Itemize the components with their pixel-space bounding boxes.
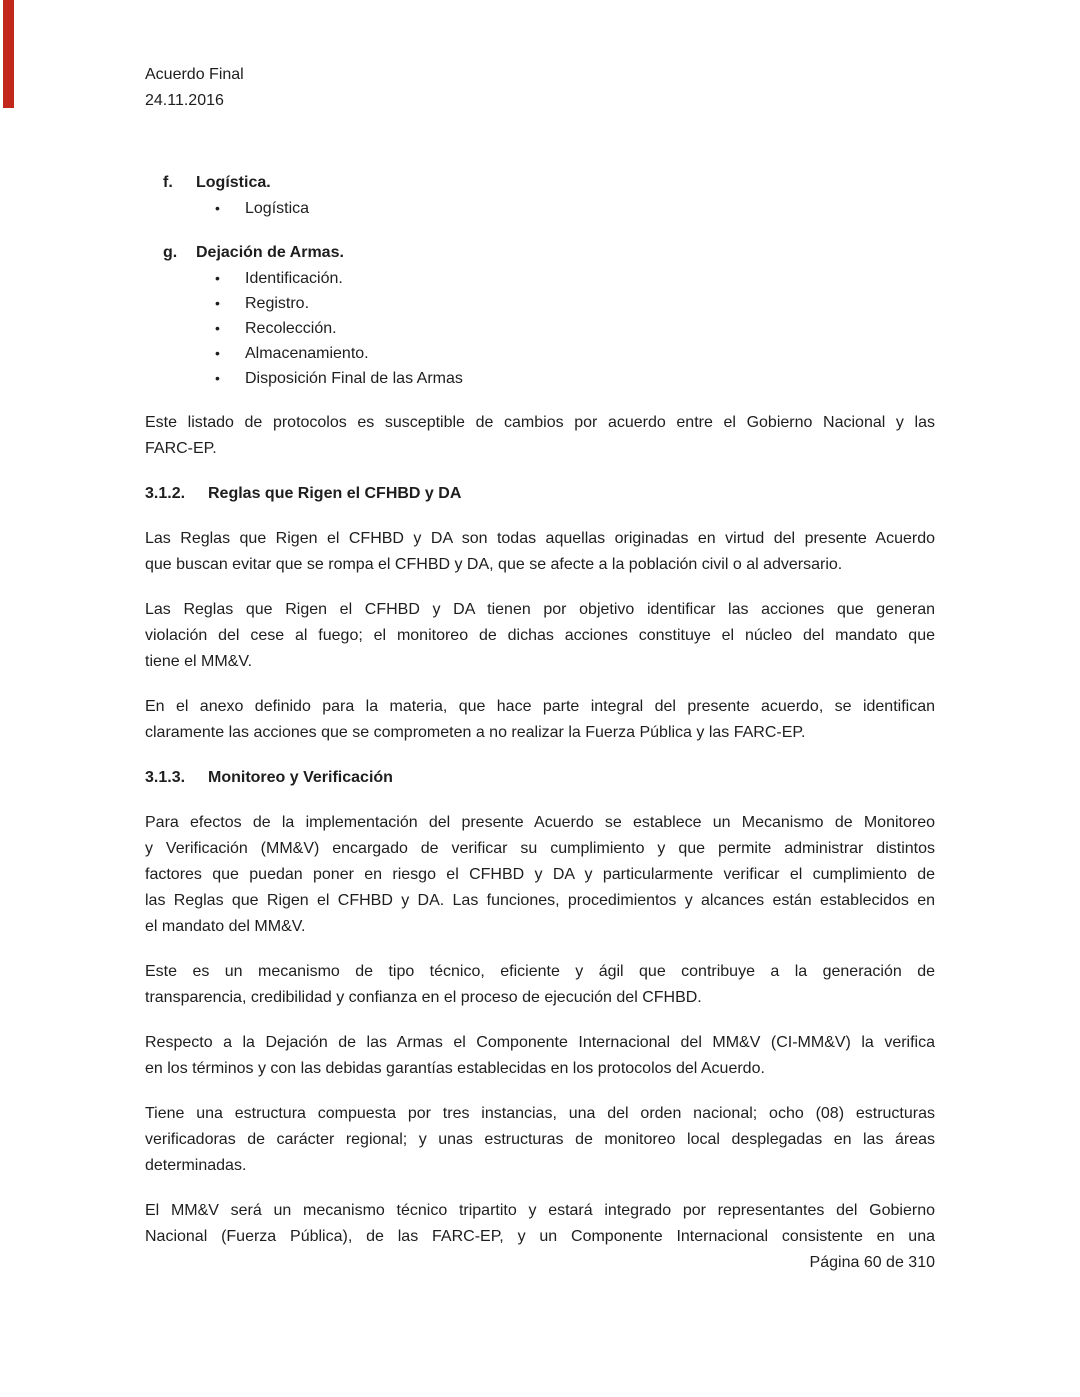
paragraph-line: que buscan evitar que se rompa el CFHBD y DA, que se afecte a la población civil o al adversario. <box>145 556 843 573</box>
paragraph-line: verificadoras de carácter regional; y unas estructuras de monitoreo local desplegadas en las áreas <box>145 1131 935 1148</box>
outline-block <box>145 170 935 221</box>
bullet-icon: • <box>215 370 220 386</box>
outline-heading <box>145 170 935 196</box>
paragraph <box>145 810 935 940</box>
bullet-item <box>145 196 935 221</box>
outline-block <box>145 240 935 391</box>
bullet-label: Identificación. <box>245 270 343 287</box>
bullet-icon: • <box>215 270 220 286</box>
paragraph <box>145 959 935 1011</box>
paragraph-line: y Verificación (MM&V) encargado de verificar su cumplimiento y que permite administrar distintos <box>145 840 935 857</box>
bullet-label: Logística <box>245 200 310 217</box>
outline-marker: g. <box>163 244 178 261</box>
paragraph-line: Este listado de protocolos es susceptible de cambios por acuerdo entre el Gobierno Nacional y las <box>145 414 935 431</box>
bullet-label: Registro. <box>245 295 310 312</box>
bullet-icon: • <box>215 200 220 216</box>
paragraph-line: Este es un mecanismo de tipo técnico, eficiente y ágil que contribuye a la generación de <box>145 963 935 980</box>
bullet-icon: • <box>215 295 220 311</box>
outline-title: Dejación de Armas. <box>196 244 344 261</box>
bullet-label: Almacenamiento. <box>245 345 369 362</box>
paragraph-line: FARC-EP. <box>145 440 217 457</box>
outline-heading <box>145 240 935 266</box>
bullet-item <box>145 341 935 366</box>
section-title: Monitoreo y Verificación <box>208 769 393 786</box>
paragraph-line: factores que puedan poner en riesgo el CFHBD y DA y particularmente verificar el cumplimiento de <box>145 866 935 883</box>
paragraph <box>145 597 935 675</box>
paragraph <box>145 1030 935 1082</box>
section-number: 3.1.3. <box>145 769 186 786</box>
outline-title: Logística. <box>196 174 271 191</box>
paragraph-line: determinadas. <box>145 1157 247 1174</box>
paragraph <box>145 1198 935 1250</box>
paragraph-line: Las Reglas que Rigen el CFHBD y DA tienen por objetivo identificar las acciones que generan <box>145 601 935 618</box>
bullet-item <box>145 291 935 316</box>
outline-marker: f. <box>163 174 173 191</box>
section-heading <box>145 481 935 507</box>
bullet-item <box>145 266 935 291</box>
paragraph-line: Tiene una estructura compuesta por tres instancias, una del orden nacional; ocho (08) estructuras <box>145 1105 935 1122</box>
document-header <box>145 62 935 114</box>
paragraph-line: las Reglas que Rigen el CFHBD y DA. Las funciones, procedimientos y alcances están establecidos en <box>145 892 935 909</box>
document-body <box>145 170 935 1250</box>
paragraph-line: tiene el MM&V. <box>145 653 253 670</box>
paragraph-line: violación del cese al fuego; el monitoreo de dichas acciones constituye el núcleo del mandato que <box>145 627 935 644</box>
paragraph-line: Las Reglas que Rigen el CFHBD y DA son todas aquellas originadas en virtud del presente Acuerdo <box>145 530 935 547</box>
paragraph <box>145 526 935 578</box>
bullet-item <box>145 316 935 341</box>
paragraph-line: El MM&V será un mecanismo técnico tripartito y estará integrado por representantes del Gobierno <box>145 1202 935 1219</box>
page-number-label: Página 60 de 310 <box>809 1254 935 1271</box>
paragraph-line: Para efectos de la implementación del presente Acuerdo se establece un Mecanismo de Monitoreo <box>145 814 935 831</box>
page-content <box>145 62 935 1276</box>
section-number: 3.1.2. <box>145 485 186 502</box>
paragraph-line: transparencia, credibilidad y confianza en el proceso de ejecución del CFHBD. <box>145 989 702 1006</box>
paragraph-line: el mandato del MM&V. <box>145 918 306 935</box>
paragraph <box>145 1101 935 1179</box>
paragraph <box>145 694 935 746</box>
document-date: 24.11.2016 <box>145 92 224 109</box>
bullet-icon: • <box>215 320 220 336</box>
paragraph-line: claramente las acciones que se comprometen a no realizar la Fuerza Pública y las FARC-EP. <box>145 724 806 741</box>
paragraph-line: En el anexo definido para la materia, que hace parte integral del presente acuerdo, se identifican <box>145 698 935 715</box>
paragraph <box>145 410 935 462</box>
paragraph-line: Nacional (Fuerza Pública), de las FARC-EP, y un Componente Internacional consistente en una <box>145 1228 935 1245</box>
section-title: Reglas que Rigen el CFHBD y DA <box>208 485 462 502</box>
bullet-icon: • <box>215 345 220 361</box>
bullet-item <box>145 366 935 391</box>
section-heading <box>145 765 935 791</box>
bullet-label: Recolección. <box>245 320 337 337</box>
red-page-marker <box>3 0 14 108</box>
paragraph-line: en los términos y con las debidas garantías establecidas en los protocolos del Acuerdo. <box>145 1060 765 1077</box>
bullet-label: Disposición Final de las Armas <box>245 370 463 387</box>
paragraph-line: Respecto a la Dejación de las Armas el Componente Internacional del MM&V (CI-MM&V) la verifica <box>145 1034 935 1051</box>
document-title: Acuerdo Final <box>145 66 244 83</box>
